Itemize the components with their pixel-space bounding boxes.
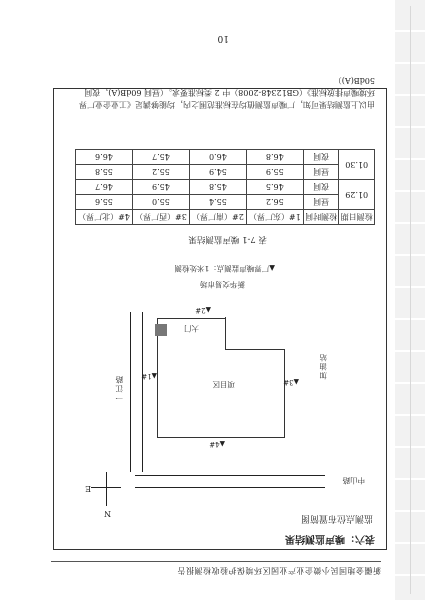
point-2: ▲2# — [195, 306, 211, 314]
cell-value: 45.8 — [189, 180, 246, 195]
header-rule — [51, 561, 381, 562]
zone-label: 项目区 — [212, 380, 235, 389]
header-time: 检测时间 — [303, 210, 339, 225]
cell-value: 55.2 — [133, 165, 190, 180]
report-header: 新疆金地国民小微企业产业园区环境保护验收检测报告 — [177, 566, 381, 575]
table-title: 表 7-1 噪声监测结果 — [188, 234, 267, 244]
cell-value: 46.7 — [76, 180, 133, 195]
section-title: 表六：噪声监测结果 — [285, 533, 375, 544]
header-west: 3#（西厂界） — [133, 210, 190, 225]
header-date: 检测日期 — [339, 210, 375, 225]
cell-time: 夜间 — [303, 180, 339, 195]
table-row — [76, 150, 375, 165]
cell-time: 夜间 — [303, 150, 339, 165]
table-row — [76, 165, 375, 180]
gate-label: 大门 — [184, 324, 199, 333]
table-header-row — [76, 210, 375, 225]
compass — [85, 464, 125, 518]
gate-marker — [155, 324, 167, 336]
road-right-label: 一江路 — [115, 375, 123, 402]
point-3: ▲3# — [283, 378, 299, 386]
road-right-line-2 — [130, 312, 131, 472]
cell-date: 01.29 — [339, 180, 375, 210]
cell-value: 45.9 — [133, 180, 190, 195]
road-top-label: 中山路 — [342, 476, 365, 485]
east-label: E — [85, 484, 91, 493]
cell-value: 45.7 — [133, 150, 190, 165]
cell-value: 54.9 — [189, 165, 246, 180]
cell-value: 55.4 — [189, 195, 246, 210]
header-east: 1#（东厂界） — [246, 210, 303, 225]
table-row — [76, 180, 375, 195]
header-south: 2#（南厂界） — [189, 210, 246, 225]
map-subtitle: 监测点位布置简图 — [300, 513, 373, 523]
conclusion-text: 由以上监测结果可知，厂噪声监测值均在标准范围之内，均能够满足《工业企业厂界环境噪声排放标准》（GB12348-2008）中 2 类标准要求。（昼间 60dB(A)，夜间 50dB(A)） — [79, 76, 375, 109]
road-top-line-1 — [135, 487, 325, 488]
cell-value: 55.8 — [76, 165, 133, 180]
cell-value: 46.5 — [246, 180, 303, 195]
zone-cutout — [225, 317, 285, 350]
cell-time: 昼间 — [303, 195, 339, 210]
market-label: 新华交易市场 — [200, 280, 245, 289]
gas-station-label: 加油站 — [319, 353, 327, 380]
header-north: 4#（北厂界） — [76, 210, 133, 225]
cell-value: 56.2 — [246, 195, 303, 210]
cell-value: 46.8 — [246, 150, 303, 165]
cell-value: 55.9 — [246, 165, 303, 180]
road-top-line-2 — [135, 475, 325, 476]
road-right-line-1 — [142, 312, 143, 472]
north-label: N — [104, 509, 111, 518]
cell-value: 46.0 — [189, 150, 246, 165]
cell-time: 昼间 — [303, 165, 339, 180]
table-row — [76, 195, 375, 210]
legend-symbol: ▲厂界噪声监测点：1米处检测 — [174, 264, 275, 273]
page-number: 10 — [217, 33, 229, 43]
cell-value: 46.6 — [76, 150, 133, 165]
point-4: ▲4# — [209, 440, 225, 448]
cell-date: 01.30 — [339, 150, 375, 180]
noise-table — [75, 149, 375, 225]
cell-value: 55.6 — [76, 195, 133, 210]
cell-value: 55.0 — [133, 195, 190, 210]
point-1: ▲1# — [141, 372, 157, 380]
